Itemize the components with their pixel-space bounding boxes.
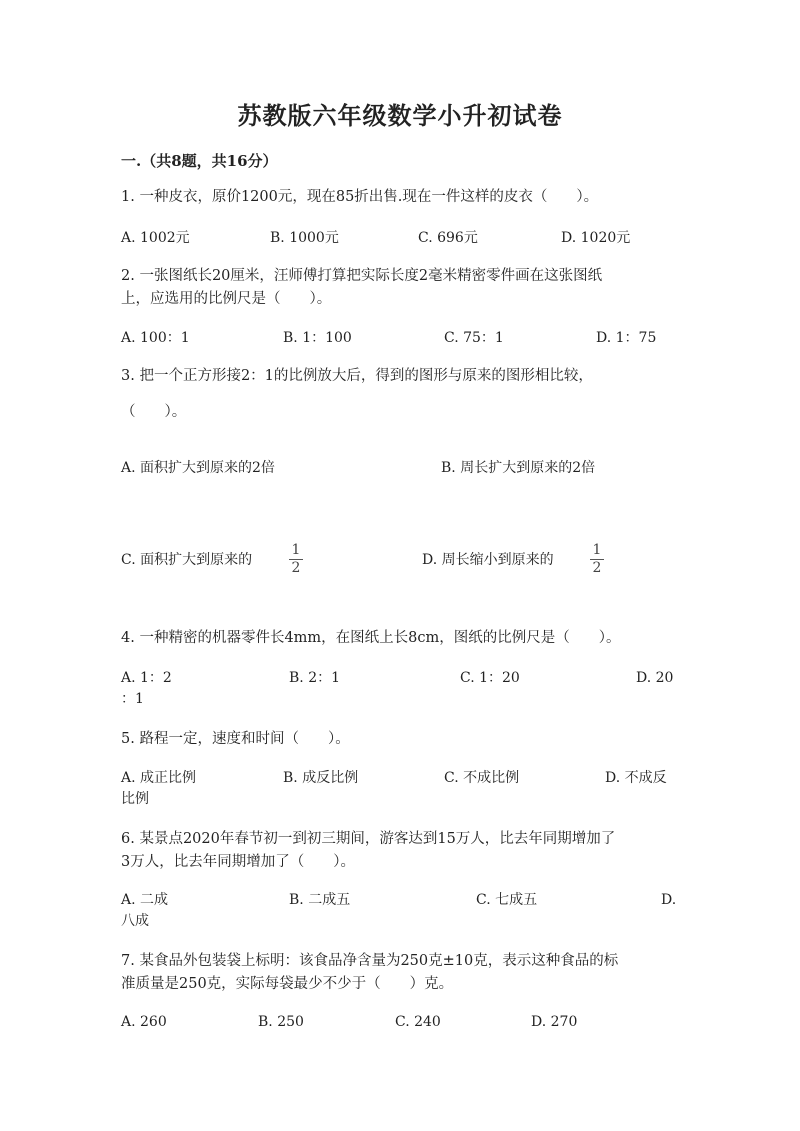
q7-option-c[interactable]: C. 240 xyxy=(395,1014,441,1030)
q3-option-d-fraction xyxy=(590,543,604,576)
q2-option-b[interactable]: B. 1：100 xyxy=(283,330,352,346)
fraction-denominator: 2 xyxy=(592,560,602,576)
q7-option-a[interactable]: A. 260 xyxy=(121,1014,167,1030)
fraction-numerator: 1 xyxy=(291,542,301,558)
question-6-stem-line-2: 3万人，比去年同期增加了（ ）。 xyxy=(121,854,355,870)
q2-option-d[interactable]: D. 1：75 xyxy=(596,330,657,346)
q5-option-c[interactable]: C. 不成比例 xyxy=(444,770,520,786)
q5-option-b[interactable]: B. 成反比例 xyxy=(283,770,359,786)
question-5-stem: 5. 路程一定，速度和时间（ ）。 xyxy=(121,731,350,747)
question-7-stem-line-2: 准质量是250克，实际每袋最少不少于（ ）克。 xyxy=(121,976,454,992)
q3-option-a[interactable]: A. 面积扩大到原来的2倍 xyxy=(121,460,275,476)
q3-option-c[interactable]: C. 面积扩大到原来的 xyxy=(121,552,253,568)
q2-option-c[interactable]: C. 75：1 xyxy=(444,330,504,346)
q6-option-d-wrap: 八成 xyxy=(121,913,149,929)
page-title: 苏教版六年级数学小升初试卷 xyxy=(237,101,563,130)
q1-option-b[interactable]: B. 1000元 xyxy=(270,230,339,246)
fraction-numerator: 1 xyxy=(592,542,602,558)
q2-option-a[interactable]: A. 100：1 xyxy=(121,330,190,346)
fraction-denominator: 2 xyxy=(291,560,301,576)
q1-option-d[interactable]: D. 1020元 xyxy=(561,230,631,246)
q5-option-d[interactable]: D. 不成反 xyxy=(605,770,667,786)
q4-option-a[interactable]: A. 1：2 xyxy=(121,670,172,686)
question-7-stem-line-1: 7. 某食品外包装袋上标明：该食品净含量为250克±10克，表示这种食品的标 xyxy=(121,953,619,969)
q4-option-b[interactable]: B. 2：1 xyxy=(289,670,341,686)
q7-option-d[interactable]: D. 270 xyxy=(531,1014,578,1030)
question-4-stem: 4. 一种精密的机器零件长4mm，在图纸上长8cm，图纸的比例尺是（ ）。 xyxy=(121,630,621,646)
question-6-stem-line-1: 6. 某景点2020年春节初一到初三期间，游客达到15万人，比去年同期增加了 xyxy=(121,831,616,847)
q5-option-d-wrap: 比例 xyxy=(121,791,149,807)
question-2-stem-line-2: 上，应选用的比例尺是（ ）。 xyxy=(121,291,332,307)
q6-option-b[interactable]: B. 二成五 xyxy=(289,892,351,908)
q3-option-b[interactable]: B. 周长扩大到原来的2倍 xyxy=(441,460,596,476)
q6-option-c[interactable]: C. 七成五 xyxy=(476,892,538,908)
q4-option-d-wrap: ：1 xyxy=(121,691,144,707)
question-2-stem-line-1: 2. 一张图纸长20厘米，汪师傅打算把实际长度2毫米精密零件画在这张图纸 xyxy=(121,268,603,284)
section-heading: 一.（共8题，共16分） xyxy=(121,152,278,170)
q6-option-a[interactable]: A. 二成 xyxy=(121,892,169,908)
q3-option-d[interactable]: D. 周长缩小到原来的 xyxy=(422,552,554,568)
q4-option-c[interactable]: C. 1：20 xyxy=(460,670,520,686)
q4-option-d[interactable]: D. 20 xyxy=(636,670,674,686)
question-3-stem-line-1: 3. 把一个正方形接2：1的比例放大后，得到的图形与原来的图形相比较， xyxy=(121,368,593,384)
q5-option-a[interactable]: A. 成正比例 xyxy=(121,770,197,786)
q3-option-c-fraction xyxy=(289,543,303,576)
q6-option-d[interactable]: D. xyxy=(661,892,677,908)
q1-option-c[interactable]: C. 696元 xyxy=(418,230,478,246)
q7-option-b[interactable]: B. 250 xyxy=(258,1014,304,1030)
question-3-stem-line-2: （ ）。 xyxy=(121,404,187,420)
q1-option-a[interactable]: A. 1002元 xyxy=(121,230,190,246)
question-1-stem: 1. 一种皮衣，原价1200元，现在85折出售.现在一件这样的皮衣（ ）。 xyxy=(121,189,599,205)
